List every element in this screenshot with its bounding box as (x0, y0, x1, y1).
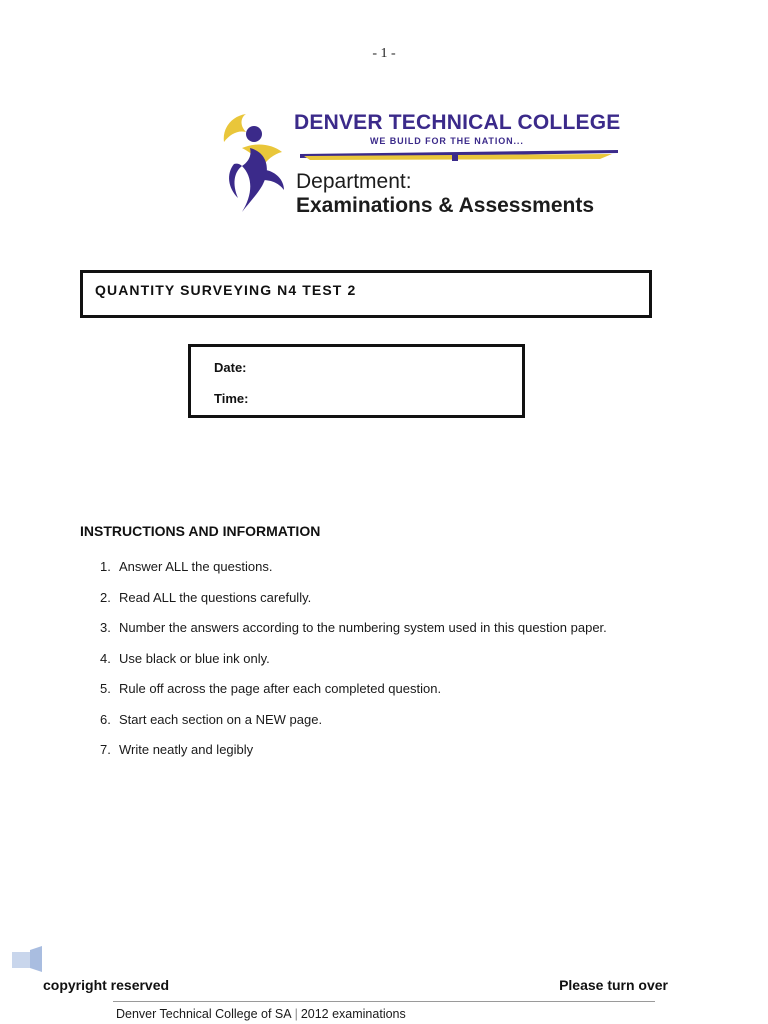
instruction-item (100, 712, 607, 743)
instruction-text: Number the answers according to the numbering system used in this question paper. (119, 620, 607, 635)
instruction-text: Start each section on a NEW page. (119, 711, 323, 727)
time-label: Time: (214, 391, 249, 406)
page-number: - 1 - (372, 46, 396, 61)
instruction-item (100, 651, 607, 682)
instruction-number: 2. (100, 589, 111, 605)
instructions-list (100, 559, 607, 773)
instruction-number: 7. (100, 742, 111, 757)
instruction-text: Write neatly and legibly (119, 742, 254, 757)
instruction-item (100, 681, 607, 712)
instruction-number: 1. (100, 559, 111, 574)
test-title-box (80, 270, 652, 318)
instruction-text: Answer ALL the questions. (119, 559, 273, 574)
instruction-item (100, 620, 607, 651)
college-name: DENVER TECHNICAL COLLEGE (294, 111, 621, 134)
instruction-number: 4. (100, 650, 111, 666)
department-label: Department: (296, 170, 412, 193)
page-turn-icon[interactable] (12, 946, 44, 972)
test-title: QUANTITY SURVEYING N4 TEST 2 (95, 282, 357, 298)
date-label: Date: (214, 360, 247, 375)
college-logo-icon (212, 108, 292, 220)
instruction-number: 3. (100, 620, 111, 635)
instructions-heading: INSTRUCTIONS AND INFORMATION (80, 523, 321, 539)
college-tagline: WE BUILD FOR THE NATION... (370, 136, 524, 146)
instruction-text: Rule off across the page after each completed question. (119, 681, 442, 696)
instruction-text: Read ALL the questions carefully. (119, 589, 312, 605)
instruction-number: 5. (100, 681, 111, 696)
turn-over-notice: Please turn over (559, 977, 668, 993)
institution-name: Denver Technical College of SA (116, 1007, 292, 1021)
logo-swoosh-decoration (300, 149, 618, 163)
copyright-notice: copyright reserved (43, 977, 170, 993)
instruction-item (100, 742, 607, 773)
footer-institution (116, 1007, 406, 1021)
department-name: Examinations & Assessments (296, 194, 595, 217)
footer-divider (113, 1001, 655, 1002)
instruction-item (100, 590, 607, 621)
date-time-box (188, 344, 525, 418)
instruction-text: Use black or blue ink only. (119, 650, 270, 666)
instruction-number: 6. (100, 711, 111, 727)
instruction-item (100, 559, 607, 590)
exam-year: 2012 examinations (300, 1007, 406, 1021)
footer-separator: | (294, 1007, 298, 1021)
